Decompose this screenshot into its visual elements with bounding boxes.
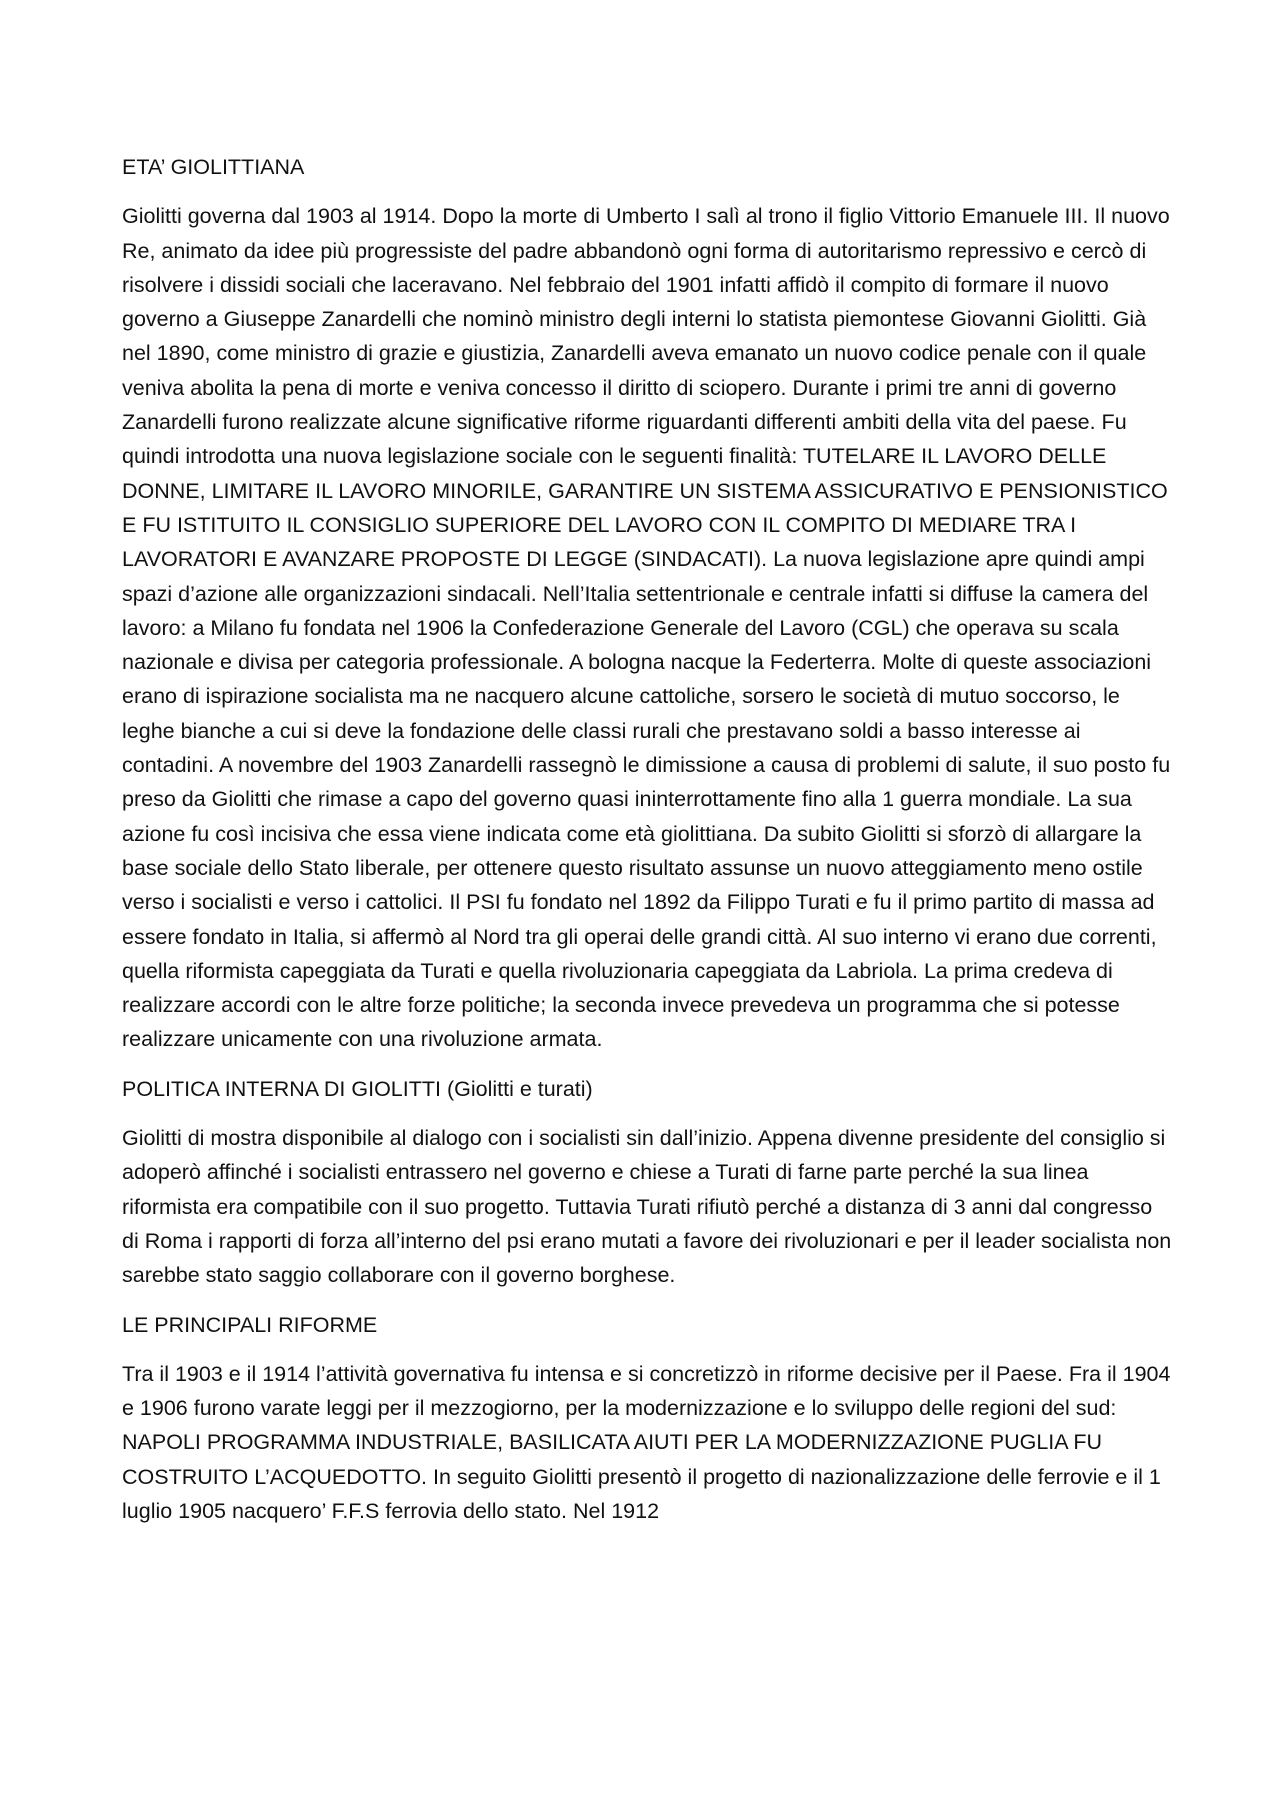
section-heading-politica-interna: POLITICA INTERNA DI GIOLITTI (Giolitti e turati) <box>122 1076 593 1101</box>
document-page <box>122 150 1172 1543</box>
section-body-principali-riforme: Tra il 1903 e il 1914 l’attività governativa fu intensa e si concretizzò in riforme decisive per il Paese. Fra il 1904 e 1906 furono varate leggi per il mezzogiorno, per la modernizzazione e lo sviluppo delle regioni del sud: NAPOLI PROGRAMMA INDUSTRIALE, BASILICATA AIUTI PER LA MODERNIZZAZIONE PUGLIA FU COSTRUITO L’ACQUEDOTTO. In seguito Giolitti presentò il progetto di nazionalizzazione delle ferrovie e il 1 luglio 1905 nacquero’ F.F.S ferrovia dello stato. Nel 1912 <box>122 1361 1171 1523</box>
section-heading-principali-riforme: LE PRINCIPALI RIFORME <box>122 1312 378 1337</box>
section-heading-eta-giolittiana: ETA’ GIOLITTIANA <box>122 155 305 179</box>
section-body-politica-interna: Giolitti di mostra disponibile al dialogo con i socialisti sin dall’inizio. Appena divenne presidente del consiglio si adoperò affinché i socialisti entrassero nel governo e chiese a Turati di farne parte perché la sua linea riformista era compatibile con il suo progetto. Tuttavia Turati rifiutò perché a distanza di 3 anni dal congresso di Roma i rapporti di forza all’interno del psi erano mutati a favore dei rivoluzionari e per il leader socialista non sarebbe stato saggio collaborare con il governo borghese. <box>122 1126 1172 1288</box>
section-body-eta-giolittiana: Giolitti governa dal 1903 al 1914. Dopo la morte di Umberto I salì al trono il figlio Vittorio Emanuele III. Il nuovo Re, animato da idee più progressiste del padre abbandonò ogni forma di autoritarismo repressivo e cercò di risolvere i dissidi sociali che laceravano. Nel febbraio del 1901 infatti affidò il compito di formare il nuovo governo a Giuseppe Zanardelli che nominò ministro degli interni lo statista piemontese Giovanni Giolitti. Già nel 1890, come ministro di grazie e giustizia, Zanardelli aveva emanato un nuovo codice penale con il quale veniva abolita la pena di morte e veniva concesso il diritto di sciopero. Durante i primi tre anni di governo Zanardelli furono realizzate alcune significative riforme riguardanti differenti ambiti della vita del paese. Fu quindi introdotta una nuova legislazione sociale con le seguenti finalità: TUTELARE IL LAVORO DELLE DONNE, LIMITARE IL LAVORO MINORILE, GARANTIRE UN SISTEMA ASSICURATIVO E PENSIONISTICO E FU ISTITUITO IL CONSIGLIO SUPERIORE DEL LAVORO CON IL COMPITO DI MEDIARE TRA I LAVORATORI E AVANZARE PROPOSTE DI LEGGE (SINDACATI). La nuova legislazione apre quindi ampi spazi d’azione alle organizzazioni sindacali. Nell’Italia settentrionale e centrale infatti si diffuse la camera del lavoro: a Milano fu fondata nel 1906 la Confederazione Generale del Lavoro (CGL) che operava su scala nazionale e divisa per categoria professionale. A bologna nacque la Federterra. Molte di queste associazioni erano di ispirazione socialista ma ne nacquero alcune cattoliche, sorsero le società di mutuo soccorso, le leghe bianche a cui si deve la fondazione delle classi rurali che prestavano soldi a basso interesse ai contadini. A novembre del 1903 Zanardelli rassegnò le dimissione a causa di problemi di salute, il suo posto fu preso da Giolitti che rimase a capo del governo quasi ininterrottamente fino alla 1 guerra mondiale. La sua azione fu così incisiva che essa viene indicata come età giolittiana. Da subito Giolitti si sforzò di allargare la base sociale dello Stato liberale, per ottenere questo risultato assunse un nuovo atteggiamento meno ostile verso i socialisti e verso i cattolici. Il PSI fu fondato nel 1892 da Filippo Turati e fu il primo partito di massa ad essere fondato in Italia, si affermò al Nord tra gli operai delle grandi città. Al suo interno vi erano due correnti, quella riformista capeggiata da Turati e quella rivoluzionaria capeggiata da Labriola. La prima credeva di realizzare accordi con le altre forze politiche; la seconda invece prevedeva un programma che si potesse realizzare unicamente con una rivoluzione armata. <box>122 204 1171 1052</box>
